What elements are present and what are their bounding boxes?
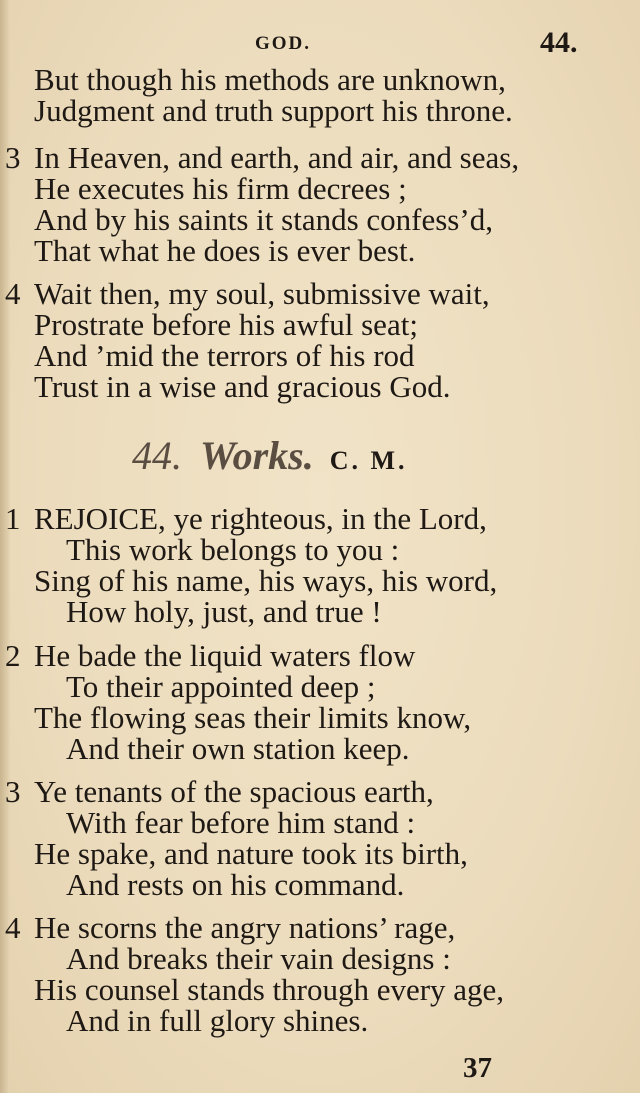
verse-number: 4	[5, 910, 21, 945]
hymn-title: Works.	[200, 433, 314, 478]
verse-number: 3	[5, 140, 21, 175]
verse-line: He bade the liquid waters flow	[34, 638, 416, 673]
continuation-line: But though his methods are unknown,	[34, 62, 506, 97]
verse-line-indented: And rests on his command.	[66, 867, 405, 902]
page-number: 37	[463, 1052, 492, 1084]
verse-line: And ’mid the terrors of his rod	[34, 338, 415, 373]
verse-line: His counsel stands through every age,	[34, 972, 505, 1007]
verse-line: He executes his firm decrees ;	[34, 171, 407, 206]
hymn-meter: C. M.	[329, 446, 408, 475]
verse-line-indented: And breaks their vain designs :	[66, 941, 451, 976]
verse-line-indented: And in full glory shines.	[66, 1003, 369, 1038]
verse-line: And by his saints it stands confess’d,	[34, 202, 493, 237]
hymn-number: 44.	[132, 433, 182, 478]
verse-line: He scorns the angry nations’ rage,	[34, 910, 456, 945]
verse-line: Sing of his name, his ways, his word,	[34, 563, 498, 598]
verse-line: In Heaven, and earth, and air, and seas,	[34, 140, 520, 175]
hymn-heading	[132, 434, 408, 483]
verse-line: Ye tenants of the spacious earth,	[34, 774, 434, 809]
verse-line: He spake, and nature took its birth,	[34, 836, 468, 871]
verse-line-indented: And their own station keep.	[66, 731, 410, 766]
verse-line: REJOICE, ye righteous, in the Lord,	[34, 501, 487, 536]
running-title: GOD.	[255, 33, 312, 54]
verse-line: Prostrate before his awful seat;	[34, 307, 418, 342]
verse-line: Trust in a wise and gracious God.	[34, 369, 451, 404]
verse-line: Wait then, my soul, submissive wait,	[34, 276, 490, 311]
verse-number: 4	[5, 276, 21, 311]
verse-number: 2	[5, 638, 21, 673]
continuation-line: Judgment and truth support his throne.	[34, 93, 513, 128]
verse-line-indented: To their appointed deep ;	[66, 669, 376, 704]
header-hymn-number: 44.	[540, 26, 578, 59]
verse-number: 3	[5, 774, 21, 809]
verse-line: The flowing seas their limits know,	[34, 700, 472, 735]
verse-line-indented: With fear before him stand :	[66, 805, 416, 840]
verse-number: 1	[5, 501, 21, 536]
verse-line-indented: How holy, just, and true !	[66, 594, 382, 629]
verse-line-indented: This work belongs to you :	[66, 532, 400, 567]
verse-line: That what he does is ever best.	[34, 233, 416, 268]
